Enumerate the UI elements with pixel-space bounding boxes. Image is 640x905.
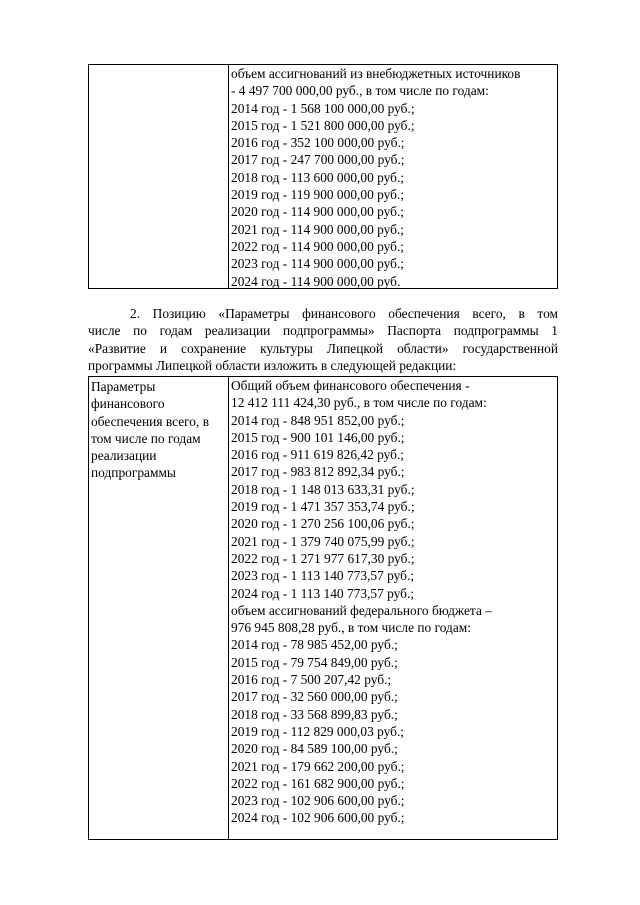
t1-line: 2017 год - 247 700 000,00 руб.; [231,152,405,168]
t2-line: 2015 год - 79 754 849,00 руб.; [231,654,398,670]
t2-line: 2019 год - 112 829 000,03 руб.; [231,723,405,739]
t1-line: 2023 год - 114 900 000,00 руб.; [231,256,405,272]
t2-line: 2020 год - 1 270 256 100,06 руб.; [231,516,415,532]
table-1-right-cell [229,65,557,288]
t2-left-line: финансового [91,396,165,412]
t2-line: 2014 год - 848 951 852,00 руб.; [231,412,405,428]
t2-line: 976 945 808,28 руб., в том числе по годам: [231,620,471,636]
t2-line: 2019 год - 1 471 357 353,74 руб.; [231,499,415,515]
t2-line: 2015 год - 900 101 146,00 руб.; [231,429,405,445]
t2-line: Общий объем финансового обеспечения - [231,378,470,393]
paragraph-line: числе по годам реализации подпрограммы» Паспорта подпрограммы 1 [88,323,558,339]
t2-line: 2023 год - 1 113 140 773,57 руб.; [231,568,415,584]
t1-line: 2014 год - 1 568 100 000,00 руб.; [231,100,415,116]
t2-line: 2020 год - 84 589 100,00 руб.; [231,741,398,757]
t2-line: 2024 год - 1 113 140 773,57 руб.; [231,585,415,601]
paragraph-line: 2. Позицию «Параметры финансового обеспечения всего, в том [130,306,558,321]
t2-line: 12 412 111 424,30 руб., в том числе по годам: [231,395,487,411]
t1-line: 2016 год - 352 100 000,00 руб.; [231,135,405,151]
t2-line: 2014 год - 78 985 452,00 руб.; [231,637,398,653]
t2-line: объем ассигнований федерального бюджета – [231,602,492,618]
t1-line: 2015 год - 1 521 800 000,00 руб.; [231,117,415,133]
t2-line: 2016 год - 911 619 826,42 руб.; [231,447,405,463]
t2-left-line: подпрограммы [91,465,176,481]
t2-left-line: том числе по годам [91,430,201,446]
t1-line: 2022 год - 114 900 000,00 руб.; [231,238,405,254]
table-2-values-cell [229,377,557,839]
t2-line: 2016 год - 7 500 207,42 руб.; [231,672,392,688]
t2-line: 2017 год - 983 812 892,34 руб.; [231,464,405,480]
t2-left-line: обеспечения всего, в [91,413,210,429]
t2-line: 2022 год - 1 271 977 617,30 руб.; [231,550,415,566]
t2-line: 2023 год - 102 906 600,00 руб.; [231,793,405,809]
t1-line: - 4 497 700 000,00 руб., в том числе по годам: [231,83,489,99]
t2-line: 2021 год - 179 662 200,00 руб.; [231,758,405,774]
table-1-continuation [88,64,558,289]
t1-line: 2020 год - 114 900 000,00 руб.; [231,204,405,220]
table-1-left-cell [89,65,229,288]
table-2-financing [88,376,558,840]
amendment-paragraph [88,305,558,374]
t1-line: объем ассигнований из внебюджетных источников [231,66,521,81]
t1-line: 2021 год - 114 900 000,00 руб.; [231,221,405,237]
t2-line: 2018 год - 33 568 899,83 руб.; [231,706,398,722]
t2-left-line: реализации [91,448,157,464]
table-2-parameter-cell [89,377,229,839]
t1-line: 2019 год - 119 900 000,00 руб.; [231,187,405,203]
t2-line: 2021 год - 1 379 740 075,99 руб.; [231,533,415,549]
t2-left-line: Параметры [91,379,156,394]
t2-line: 2022 год - 161 682 900,00 руб.; [231,775,405,791]
t2-line: 2018 год - 1 148 013 633,31 руб.; [231,481,415,497]
t1-line: 2018 год - 113 600 000,00 руб.; [231,169,405,185]
t2-line: 2024 год - 102 906 600,00 руб.; [231,810,405,826]
paragraph-line: «Развитие и сохранение культуры Липецкой области» государственной [88,340,558,356]
t1-line: 2024 год - 114 900 000,00 руб. [231,273,401,289]
paragraph-line: программы Липецкой области изложить в следующей редакции: [88,357,457,373]
t2-line: 2017 год - 32 560 000,00 руб.; [231,689,398,705]
